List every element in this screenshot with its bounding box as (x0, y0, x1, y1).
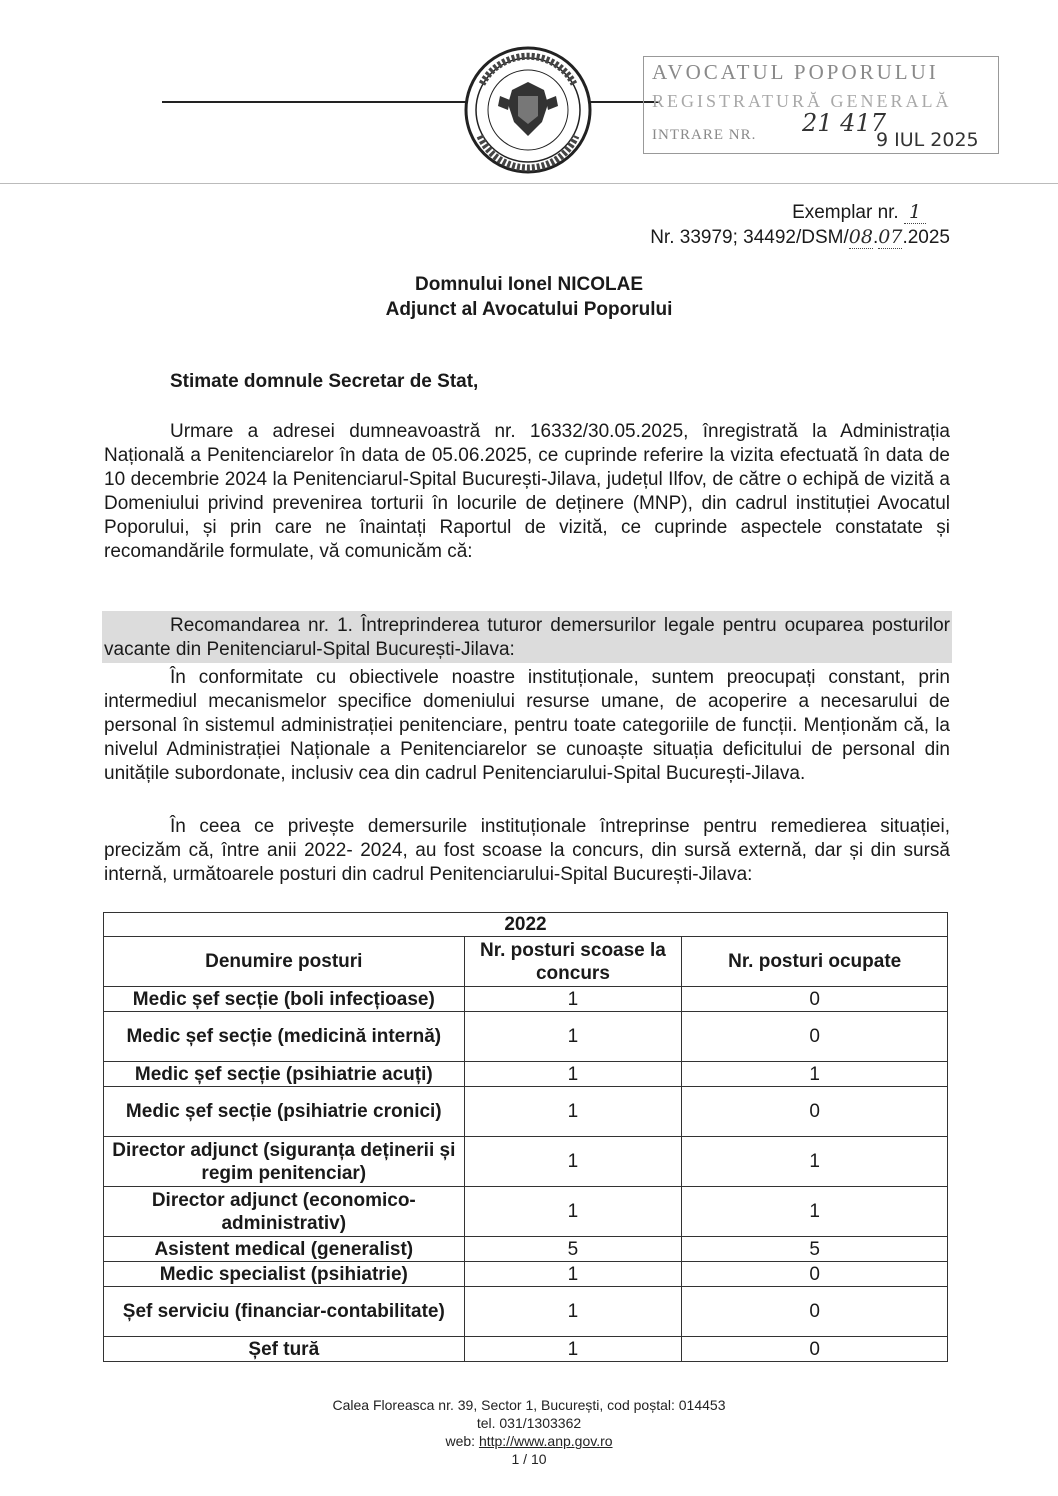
header-position-name: Denumire posturi (104, 937, 465, 987)
table-row (104, 1012, 948, 1062)
paragraph-staffing: În conformitate cu obiectivele noastre instituționale, suntem preocupați constant, prin intermediul mecanismelor specifice domeniului resurse umane, de acoperire a necesarului de personal în sistemul administrației penitenciare, pentru toate categoriile de funcții. Menționăm că, la nivelul Administrației Naționale a Penitenciarelor se cunoaște situația deficitului de personal din unitățile subordonate, inclusiv cea din cadrul Penitenciarului-Spital București-Jilava. (104, 667, 950, 784)
registration-year: 2025 (907, 227, 950, 248)
addressee-title: Adjunct al Avocatului Poporului (385, 299, 673, 320)
table-year: 2022 (104, 913, 948, 937)
position-name: Șef serviciu (financiar-contabilitate) (104, 1287, 465, 1337)
registration-day: 08 (848, 226, 873, 248)
position-name: Medic șef secție (boli infecțioase) (104, 987, 465, 1012)
positions-offered: 1 (464, 1087, 682, 1137)
table-row (104, 1087, 948, 1137)
table-row (104, 1287, 948, 1337)
table-row (104, 1187, 948, 1237)
table-row (104, 1337, 948, 1362)
registration-month: 07 (878, 226, 903, 248)
position-name: Director adjunct (siguranța deținerii și regim penitenciar) (104, 1137, 465, 1187)
positions-filled: 1 (682, 1062, 948, 1087)
positions-filled: 1 (682, 1187, 948, 1237)
positions-offered: 1 (464, 1137, 682, 1187)
position-name: Medic șef secție (psihiatrie cronici) (104, 1087, 465, 1137)
positions-table (103, 912, 948, 1362)
position-name: Asistent medical (generalist) (104, 1237, 465, 1262)
positions-filled: 1 (682, 1137, 948, 1187)
table-row (104, 1262, 948, 1287)
registration-prefix: Nr. 33979; 34492/DSM/ (650, 227, 849, 248)
positions-filled: 0 (682, 1262, 948, 1287)
footer-web-link[interactable]: http://www.anp.gov.ro (478, 1433, 613, 1449)
positions-offered: 1 (464, 1287, 682, 1337)
positions-filled: 0 (682, 987, 948, 1012)
footer-web (0, 1432, 1058, 1450)
paragraph-competitions: În ceea ce privește demersurile instituționale întreprinse pentru remedierea situației, precizăm că, între anii 2022- 2024, au fost scoase la concurs, din sursă externă, dar și din sursă internă, următoarele posturi din cadrul Penitenciarului-Spital București-Jilava: (104, 816, 950, 885)
addressee-name: Domnului Ionel NICOLAE (415, 274, 643, 295)
copy-number: 1 (904, 201, 926, 224)
header-rule (0, 183, 1058, 184)
positions-offered: 1 (464, 1062, 682, 1087)
position-name: Medic șef secție (medicină internă) (104, 1012, 465, 1062)
footer-address: Calea Floreasca nr. 39, Sector 1, București, cod poștal: 014453 (332, 1397, 726, 1413)
recommendation-heading: Recomandarea nr. 1. Întreprinderea tuturor demersurilor legale pentru ocuparea posturilor vacante din Penitenciarul-Spital București-Jilava: (104, 615, 950, 660)
page-number: 1 / 10 (511, 1451, 547, 1467)
positions-filled: 0 (682, 1337, 948, 1362)
positions-offered: 1 (464, 1187, 682, 1237)
positions-offered: 1 (464, 1262, 682, 1287)
position-name: Director adjunct (economico-administrativ) (104, 1187, 465, 1237)
header-positions-filled: Nr. posturi ocupate (682, 937, 948, 987)
stamp-line2: REGISTRATURĂ GENERALĂ (652, 91, 952, 111)
positions-filled: 5 (682, 1237, 948, 1262)
position-name: Medic șef secție (psihiatrie acuți) (104, 1062, 465, 1087)
stamp-number: 21 417 (802, 109, 886, 137)
positions-offered: 1 (464, 1337, 682, 1362)
positions-offered: 1 (464, 1012, 682, 1062)
footer-phone: tel. 031/1303362 (476, 1415, 582, 1431)
positions-filled: 0 (682, 1087, 948, 1137)
copy-label: Exemplar nr. (792, 202, 899, 223)
copy-number-line (792, 201, 926, 224)
footer-web-label: web: (445, 1433, 476, 1449)
stamp-line1: AVOCATUL POPORULUI (652, 60, 939, 84)
intro-paragraph: Urmare a adresei dumneavoastră nr. 16332/30.05.2025, înregistrată la Administrația Națională a Penitenciarelor în data de 05.06.2025, ce cuprinde referire la vizita efectuată în data de 10 decembrie 2024 la Penitenciarul-Spital București-Jilava, județul Ilfov, de către o echipă de vizită a Domeniului privind prevenirea torturii în locurile de deținere (MNP), din cadrul instituției Avocatul Poporului, și prin care ne înaintați Raportul de vizită, ce cuprinde aspectele constatate și recomandările formulate, vă comunicăm că: (104, 421, 950, 562)
stamp-line3: INTRARE NR. (652, 127, 757, 143)
stamp-date: 9 IUL 2025 (876, 129, 979, 151)
position-name: Șef tură (104, 1337, 465, 1362)
header-line-left (162, 101, 492, 103)
positions-offered: 5 (464, 1237, 682, 1262)
position-name: Medic specialist (psihiatrie) (104, 1262, 465, 1287)
positions-filled: 0 (682, 1012, 948, 1062)
table-row (104, 1137, 948, 1187)
table-row (104, 987, 948, 1012)
salutation: Stimate domnule Secretar de Stat, (170, 371, 479, 392)
positions-filled: 0 (682, 1287, 948, 1337)
registration-stamp (643, 56, 999, 154)
header-positions-offered: Nr. posturi scoase la concurs (464, 937, 682, 987)
ministry-seal-logo (462, 44, 594, 176)
registration-number-line: Nr. 33979; 34492/DSM/08.07.2025 (650, 226, 950, 248)
positions-offered: 1 (464, 987, 682, 1012)
table-row (104, 1237, 948, 1262)
table-row (104, 1062, 948, 1087)
